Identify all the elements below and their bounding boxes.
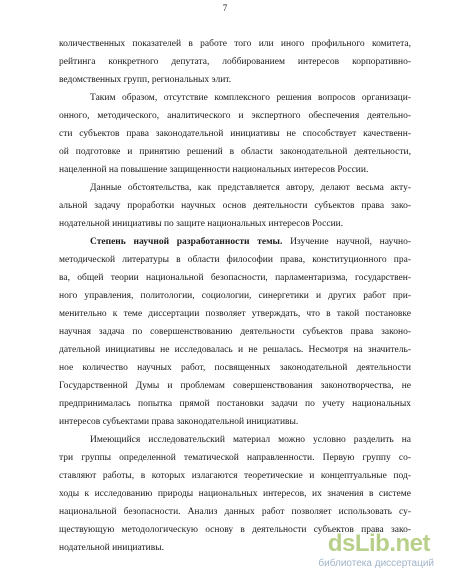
text-line: онного, методического, аналитического и экспертного обеспечения деятельно- (59, 111, 411, 121)
text-line: количественных показателей в работе того или иного профильного комитета, (59, 39, 411, 49)
text-line: Данные обстоятельства, как представляется автору, делают весьма акту- (90, 183, 411, 193)
text-line: сти субъектов права законодательной инициативы не способствует качественн- (59, 129, 411, 139)
text-line: методической литературы в области философии права, конституционного пра- (59, 255, 411, 265)
text-line: нодательной инициативы по защите национальных интересов России. (59, 219, 344, 229)
text-line: национальной безопасности. Анализ данных работ позволяет использовать су- (59, 507, 411, 517)
text-line: предпринималась попытка прямой постановки задачи по учету национальных (59, 399, 411, 409)
watermark-logo: dsLib.net (327, 530, 430, 557)
text-line: ного управления, политологии, социологии, синергетики и других работ при- (59, 291, 411, 301)
text-fragment: Изучение научной, научно- (290, 237, 412, 247)
section-heading: Степень научной разработанности темы. (90, 237, 283, 247)
text-line: ществующую методологическую основу в деятельности субъектов права зако- (59, 525, 411, 535)
text-line: научная задача по совершенствованию деятельности субъектов права законо- (59, 327, 411, 337)
text-line: ведомственных групп, региональных элит. (59, 75, 232, 85)
text-line: нацеленной на повышение защищенности национальных интересов России. (59, 165, 369, 175)
text-line: три группы определенной тематической направленности. Первую группу со- (59, 453, 411, 463)
text-line: ой подготовке и принятию решений в области законодательной деятельности, (59, 147, 411, 157)
text-line: альной задачу проработки научных основ деятельности субъектов права зако- (59, 201, 411, 211)
text-line: менительно к теме диссертации позволяет утверждать, что в такой постановке (59, 309, 411, 319)
text-line: Таким образом, отсутствие комплексного решения вопросов организаци- (90, 93, 411, 103)
watermark-subtitle: библиотека диссертаций (318, 558, 434, 569)
watermark (318, 530, 434, 572)
text-line: нодательной инициативы. (59, 543, 164, 553)
page-number: 7 (222, 3, 228, 13)
text-line: ное количество научных работ, посвященных законодательной деятельности (59, 363, 411, 373)
text-line: ставляют работы, в которых излагаются теоретические и концептуальные под- (59, 471, 411, 481)
text-line-with-heading (90, 236, 411, 248)
text-line: ва, общей теории национальной безопасности, парламентаризма, государствен- (59, 273, 411, 283)
text-line: ходы к исследованию природы национальных интересов, их значения в системе (59, 489, 411, 499)
text-line: Государственной Думы и проблемам совершенствования законотворчества, не (59, 381, 411, 391)
text-line: Имеющийся исследовательский материал можно условно разделить на (90, 435, 411, 445)
text-line: дательной инициативы не исследовалась и не решалась. Несмотря на значитель- (59, 345, 411, 355)
text-line: интересов субъектами права законодательной инициативы. (59, 417, 299, 427)
text-line: рейтинга конкретного депутата, лоббированием интересов корпоративно- (59, 57, 411, 67)
